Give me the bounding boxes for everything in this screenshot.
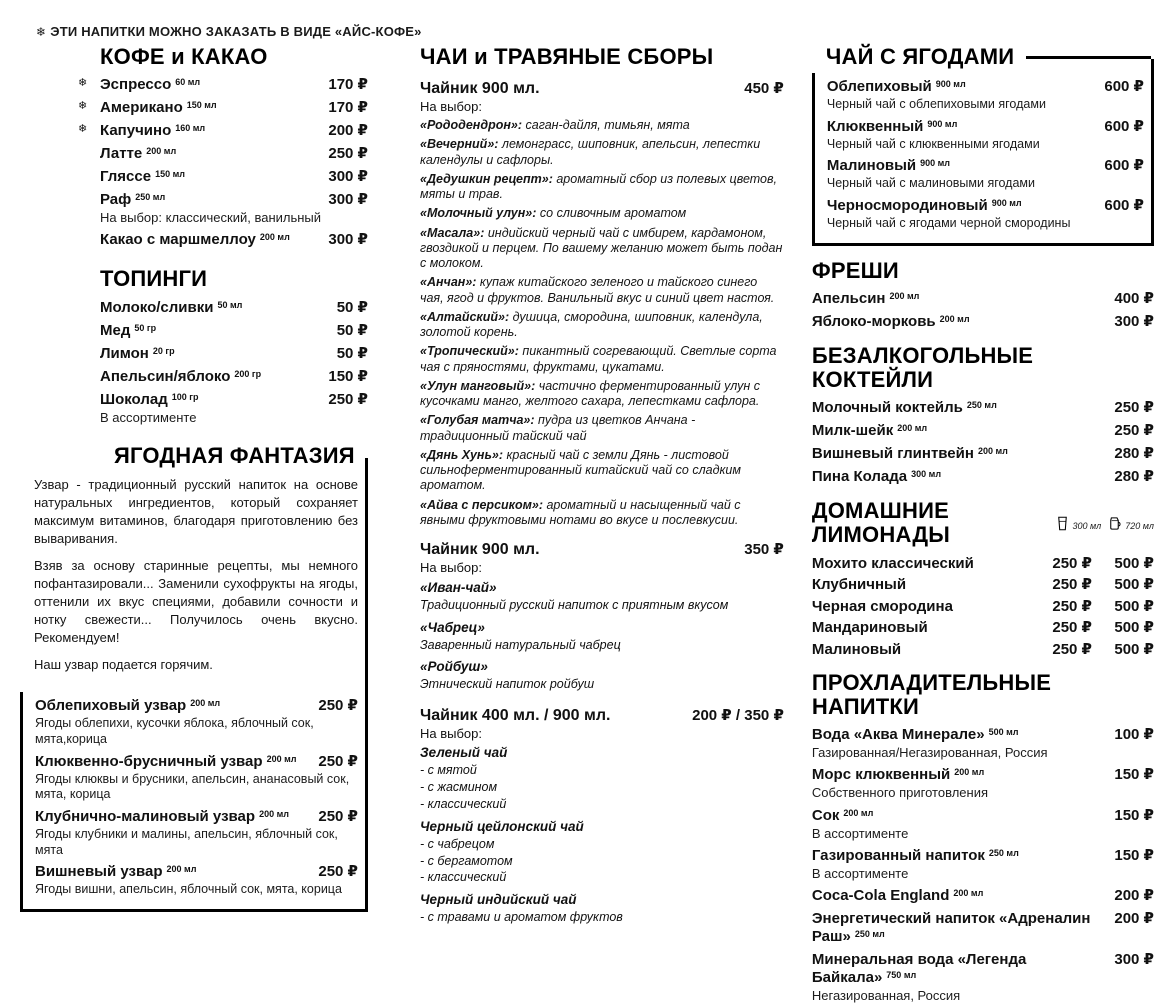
item-price-large: 500 ₽: [1114, 576, 1154, 594]
tea-group-green: [420, 745, 784, 813]
choose-label: На выбор:: [420, 560, 482, 576]
tea-option-name: «Алтайский»:: [420, 309, 510, 324]
menu-item: [812, 846, 1154, 882]
tea-kettle-1: [420, 79, 784, 528]
size-key-large: [1107, 516, 1154, 531]
item-name: Облепиховый $^{900 мл}$: [826, 78, 966, 96]
tea-group-option: - с бергамотом: [420, 853, 513, 868]
pitcher-icon: [1107, 516, 1122, 531]
tea-option: [420, 579, 784, 614]
tea-option: [420, 448, 784, 494]
item-name: Клубнично-малиновый узвар $^{200 мл}$: [35, 807, 289, 825]
column-right: [812, 45, 1154, 1008]
item-note: Ягоды клюквы и брусники, апельсин, ананасовый сок, мята, корица: [35, 771, 350, 802]
item-volume: 200 мл: [259, 808, 289, 819]
item-price: 150 ₽: [1114, 766, 1154, 784]
item-price: 250 ₽: [318, 863, 358, 881]
tea-option: [420, 344, 784, 375]
tea-option-desc: лемонграсс, шиповник, апельсин, лепестки календулы и сафлоры.: [420, 137, 761, 167]
section-title: ЯГОДНАЯ ФАНТАЗИЯ: [114, 442, 355, 468]
item-name: Апельсин/яблоко $^{200 гр}$: [100, 367, 262, 385]
description-paragraph: Наш узвар подается горячим.: [34, 656, 213, 672]
tea-option-name: «Вечерний»:: [420, 137, 499, 152]
tea-option: [420, 275, 784, 306]
tea-option-name: «Дедушкин рецепт»:: [420, 171, 553, 186]
tea-option: [420, 137, 784, 168]
item-note: Собственного приготовления: [811, 785, 988, 801]
menu-item: [812, 575, 1154, 593]
kettle-name: Чайник 400 мл. / 900 мл.: [420, 707, 611, 725]
tea-group-option: - с травами и ароматом фруктов: [420, 910, 623, 925]
tea-group-name: Черный цейлонский чай: [420, 818, 584, 834]
item-volume: 750 мл: [886, 970, 917, 980]
tea-option-name: «Ройбуш»: [420, 659, 488, 675]
item-note: Ягоды облепихи, кусочки яблока, яблочный сок, мята,корица: [35, 716, 314, 747]
tea-option-desc: со сливочным ароматом: [539, 206, 687, 221]
item-volume: 250 мл: [135, 192, 166, 203]
tea-kettle-2: [420, 540, 784, 693]
item-price: 250 ₽: [318, 752, 358, 770]
tea-option-name: «Рододендрон»:: [420, 118, 523, 133]
item-price: 600 ₽: [1104, 157, 1144, 175]
item-name: Малиновый: [811, 640, 902, 658]
item-volume: 60 мл: [175, 77, 201, 88]
item-price: 250 ₽: [328, 390, 368, 408]
menu-item: [78, 98, 368, 117]
item-volume: 200 мл: [977, 446, 1008, 457]
tea-option-desc: Этнический напиток ройбуш: [420, 677, 595, 692]
item-price-small: 250 ₽: [1052, 554, 1092, 572]
item-price-large: 500 ₽: [1114, 619, 1154, 637]
menu-item: [812, 806, 1154, 842]
item-name: Яблоко-морковь $^{200 мл}$: [811, 312, 970, 330]
item-name: Гляссе $^{150 мл}$: [100, 168, 185, 186]
item-name: Клюквенный $^{900 мл}$: [826, 117, 958, 135]
menu-item: [78, 75, 368, 94]
section-cocktails: [812, 344, 1154, 486]
iced-coffee-note-text: ЭТИ НАПИТКИ МОЖНО ЗАКАЗАТЬ В ВИДЕ «АЙС-КОФЕ»: [50, 24, 422, 39]
menu-item: [812, 765, 1154, 801]
tea-option-desc: саган-дайля, тимьян, мята: [525, 118, 690, 133]
menu-item: [812, 289, 1154, 308]
item-name: Газированный напиток $^{250 мл}$: [811, 846, 1019, 864]
tea-option: [420, 172, 784, 203]
item-name: ❄ Капучино $^{160 мл}$: [78, 122, 206, 140]
menu-item: [812, 554, 1154, 572]
tea-option-name: «Иван-чай»: [420, 580, 497, 596]
item-volume: 900 мл: [991, 198, 1022, 209]
item-volume: 20 гр: [152, 345, 175, 356]
menu-item: [100, 144, 368, 163]
item-name: Вишневый узвар $^{200 мл}$: [35, 863, 197, 881]
item-price: 150 ₽: [1114, 806, 1154, 824]
item-price-small: 250 ₽: [1052, 619, 1092, 637]
item-volume: 200 мл: [954, 767, 985, 778]
item-name: Пина Колада $^{300 мл}$: [811, 468, 942, 486]
tea-option: [420, 658, 784, 693]
item-name: Облепиховый узвар $^{200 мл}$: [35, 697, 221, 715]
menu-item: [100, 367, 368, 386]
item-price: 250 ₽: [1114, 422, 1154, 440]
tea-option-desc: индийский черный чай с имбирем, кардамоном, гвоздикой и перцем. По вашему желанию может быть подан с молоком.: [420, 225, 783, 271]
menu-item: [812, 725, 1154, 761]
item-name: Малиновый $^{900 мл}$: [826, 157, 951, 175]
berry-fantasy-description: [20, 472, 368, 692]
item-volume: 200 мл: [146, 146, 177, 157]
item-name: Вода «Аква Минерале» $^{500 мл}$: [811, 726, 1019, 743]
item-name: Какао с маршмеллоу $^{200 мл}$: [100, 231, 290, 249]
item-volume: 300 мл: [911, 469, 942, 480]
menu-item: [812, 444, 1154, 463]
item-price-small: 250 ₽: [1052, 640, 1092, 658]
item-name: Coca-Cola England $^{200 мл}$: [811, 887, 984, 904]
item-price: 50 ₽: [336, 321, 368, 339]
item-note: Черный чай с малиновыми ягодами: [826, 176, 1035, 191]
item-note: В ассортименте: [811, 825, 909, 841]
choose-label: На выбор:: [420, 99, 482, 115]
item-name: Клюквенно-брусничный узвар $^{200 мл}$: [35, 752, 297, 770]
menu-item: [100, 167, 368, 186]
iced-snowflake-icon: ❄: [78, 77, 88, 90]
item-name: Апельсин $^{200 мл}$: [811, 289, 920, 307]
item-price: 600 ₽: [1104, 197, 1144, 215]
tea-group-option: - классический: [420, 796, 507, 811]
item-price-small: 250 ₽: [1052, 597, 1092, 615]
item-name: Клубничный: [811, 576, 907, 594]
menu-item: [812, 467, 1154, 486]
menu-item: [812, 886, 1154, 905]
item-name: Латте $^{200 мл}$: [100, 145, 177, 163]
tea-option-name: «Масала»:: [420, 225, 485, 240]
tea-group-option: - с чабрецом: [420, 836, 495, 851]
item-price: 280 ₽: [1114, 468, 1154, 486]
tea-kettle-3: [420, 706, 784, 926]
item-price: 250 ₽: [318, 807, 358, 825]
section-title: ФРЕШИ: [811, 257, 899, 283]
tea-group-ceylon: [420, 819, 784, 887]
menu-item: [35, 862, 358, 898]
snowflake-icon: ❄: [36, 25, 47, 39]
tea-option-desc: купаж китайского зеленого и тайского синего чая, ягод и фруктов. Ванильный вкус и синий цвет настоя.: [420, 275, 775, 305]
item-price-small: 250 ₽: [1052, 576, 1092, 594]
menu-item: [827, 77, 1144, 113]
menu-item: [100, 344, 368, 363]
menu-item: [827, 196, 1144, 232]
menu-item: [100, 298, 368, 317]
section-berry-fantasy: [20, 444, 368, 912]
item-price: 50 ₽: [336, 344, 368, 362]
tea-option-desc: Заваренный натуральный чабрец: [420, 637, 621, 652]
section-cold-drinks: [812, 671, 1154, 1005]
item-name: ❄ Американо $^{150 мл}$: [78, 99, 217, 117]
item-price-large: 500 ₽: [1114, 597, 1154, 615]
tea-option: [420, 226, 784, 272]
tea-option-desc: ароматный сбор из полевых цветов, мяты и трав.: [420, 171, 777, 202]
item-name: Энергетический напиток «Адреналин Раш» $^{250 мл}$: [811, 910, 1091, 945]
menu-item: [812, 421, 1154, 440]
item-volume: 250 мл: [966, 400, 997, 411]
item-price: 300 ₽: [1114, 951, 1154, 968]
item-volume: 200 мл: [166, 864, 197, 875]
item-price: 170 ₽: [328, 76, 368, 94]
item-price: 200 ₽: [328, 122, 368, 140]
item-price: 250 ₽: [318, 697, 358, 715]
menu-item: [812, 312, 1154, 331]
item-name: Черносмородиновый $^{900 мл}$: [826, 197, 1022, 215]
item-name: Молоко/сливки $^{50 мл}$: [100, 298, 243, 316]
item-volume: 200 мл: [939, 313, 970, 324]
item-note: Черный чай с облепиховыми ягодами: [826, 97, 1046, 112]
item-price: 300 ₽: [328, 191, 368, 209]
item-name: Мандариновый: [811, 619, 928, 637]
item-name: Морс клюквенный $^{200 мл}$: [811, 766, 985, 784]
section-title: КОФЕ и КАКАО: [100, 44, 268, 69]
item-price: 200 ₽: [1114, 887, 1154, 904]
item-name: Минеральная вода «Легенда Байкала» $^{750 мл}$: [811, 951, 1027, 986]
item-price: 150 ₽: [1114, 846, 1154, 864]
item-volume: 900 мл: [927, 118, 958, 129]
tea-option: [420, 379, 784, 410]
menu-item: [100, 390, 368, 426]
size-label: 720 мл: [1125, 520, 1154, 531]
iced-snowflake-icon: ❄: [78, 100, 88, 113]
item-volume: 150 мл: [155, 169, 185, 180]
tea-option: [420, 413, 784, 444]
section-title: ТОПИНГИ: [100, 266, 208, 292]
item-note: На выбор: классический, ванильный: [100, 210, 322, 226]
item-price: 200 ₽: [1114, 910, 1154, 927]
item-name: Молочный коктейль $^{250 мл}$: [811, 399, 997, 417]
item-volume: 200 мл: [889, 290, 920, 301]
tea-option-name: «Анчан»:: [420, 275, 477, 290]
section-title: ЧАИ и ТРАВЯНЫЕ СБОРЫ: [420, 44, 714, 69]
item-volume: 50 гр: [134, 322, 157, 333]
item-price: 400 ₽: [1114, 289, 1154, 307]
item-note: Ягоды вишни, апельсин, яблочный сок, мята, корица: [35, 882, 342, 897]
item-price-large: 500 ₽: [1114, 554, 1154, 572]
item-volume: 200 мл: [266, 753, 297, 764]
item-volume: 200 мл: [190, 698, 221, 709]
tea-option-desc: пикантный согревающий. Светлые сорта чая с пряностями, фруктами, цукатами.: [420, 344, 777, 374]
item-name: Мед $^{50 гр}$: [100, 321, 157, 339]
tea-option-desc: ароматный и насыщенный чай с явными фруктовыми нотами во вкусе и послевкусии.: [420, 497, 741, 527]
item-price: 600 ₽: [1104, 117, 1144, 135]
description-paragraph: Взяв за основу старинные рецепты, мы немного пофантазировали... Заменили сухофрукты на ягоды, оттенили их вкус специями, добавили сочности и нотку свежести... Получилось очень вкусно. Рекомендуем!: [34, 557, 358, 645]
section-lemonades: [812, 499, 1154, 657]
section-title: ЧАЙ С ЯГОДАМИ: [825, 44, 1015, 69]
menu-item: [812, 950, 1154, 1004]
menu-item: [35, 752, 358, 803]
iced-snowflake-icon: ❄: [78, 123, 88, 136]
menu-item: [100, 230, 368, 249]
item-name: Раф $^{250 мл}$: [100, 191, 166, 209]
item-volume: 50 мл: [217, 299, 243, 310]
item-price: 300 ₽: [1114, 312, 1154, 330]
item-note: Ягоды клубники и малины, апельсин, яблочный сок, мята: [35, 826, 338, 857]
item-volume: 100 гр: [171, 391, 199, 402]
item-volume: 160 мл: [175, 123, 206, 134]
tea-option: [420, 310, 784, 341]
menu-item: [812, 909, 1154, 946]
item-volume: 200 мл: [897, 423, 928, 434]
column-middle: [408, 45, 784, 1008]
menu-item: [812, 398, 1154, 417]
section-title: ДОМАШНИЕ ЛИМОНАДЫ: [811, 498, 950, 548]
menu-item: [100, 321, 368, 340]
item-volume: 500 мл: [988, 727, 1019, 737]
item-price: 600 ₽: [1104, 78, 1144, 96]
item-note: Негазированная, Россия: [811, 988, 961, 1003]
iced-coffee-note: [36, 24, 1154, 39]
size-key-small: [1056, 516, 1101, 531]
item-note: В ассортименте: [100, 409, 197, 425]
menu-item: [827, 117, 1144, 153]
item-name: Черная смородина: [811, 597, 953, 615]
item-name: Лимон $^{20 гр}$: [100, 344, 175, 362]
tea-option-name: «Голубая матча»:: [420, 413, 535, 428]
item-volume: 250 мл: [988, 847, 1019, 858]
choose-label: На выбор:: [420, 726, 482, 742]
kettle-name: Чайник 900 мл.: [420, 541, 540, 559]
kettle-name: Чайник 900 мл.: [420, 80, 540, 98]
item-price-large: 500 ₽: [1114, 640, 1154, 658]
tea-group-option: - с жасмином: [420, 779, 498, 794]
item-price: 250 ₽: [328, 145, 368, 163]
description-paragraph: Узвар - традиционный русский напиток на основе натуральных ингредиентов, который сохраняет максимум витаминов, благодаря приготовлению без вываривания.: [34, 477, 358, 546]
tea-option-desc: частично ферментированный улун с кусочками манго, желтого сахара, лепестками сафлора.: [420, 378, 761, 409]
item-note: Черный чай с ягодами черной смородины: [826, 216, 1071, 231]
tea-option-name: «Чабрец»: [420, 619, 485, 635]
kettle-price: 200 ₽ / 350 ₽: [692, 707, 784, 725]
item-note: В ассортименте: [811, 865, 909, 881]
item-price: 300 ₽: [328, 231, 368, 249]
item-price: 50 ₽: [336, 298, 368, 316]
item-price: 150 ₽: [328, 367, 368, 385]
item-name: Сок $^{200 мл}$: [811, 806, 874, 824]
tea-option-name: «Айва с персиком»:: [420, 497, 543, 512]
item-volume: 200 мл: [843, 807, 874, 818]
tea-group-option: - с мятой: [420, 763, 477, 778]
section-berry-tea: [812, 45, 1154, 246]
tea-option-name: «Тропический»:: [420, 344, 519, 359]
section-title: БЕЗАЛКОГОЛЬНЫЕ КОКТЕЙЛИ: [811, 342, 1034, 393]
menu-item: [812, 640, 1154, 658]
tea-option-desc: красный чай с земли Дянь - листовой сильноферментированный китайский чай со сладким ароматом.: [420, 447, 741, 493]
box-rule: [1026, 56, 1151, 59]
item-volume: 900 мл: [935, 79, 966, 90]
item-note: Газированная/Негазированная, Россия: [811, 745, 1048, 760]
menu-item: [100, 190, 368, 226]
tea-option: [420, 206, 784, 221]
size-label: 300 мл: [1072, 520, 1102, 531]
section-fresh: [812, 259, 1154, 331]
section-teas: [420, 45, 784, 926]
item-name: Вишневый глинтвейн $^{200 мл}$: [811, 445, 1008, 463]
menu-item: [35, 807, 358, 858]
tea-option-name: «Улун манговый»:: [420, 378, 536, 393]
item-price: 170 ₽: [328, 99, 368, 117]
item-name: Мохито классический: [811, 554, 974, 572]
item-note: Черный чай с клюквенными ягодами: [826, 136, 1040, 151]
tea-option-desc: Традиционный русский напиток с приятным вкусом: [420, 598, 729, 613]
kettle-price: 350 ₽: [744, 541, 784, 559]
item-volume: 200 мл: [259, 232, 290, 243]
item-volume: 900 мл: [920, 158, 951, 169]
tea-option-desc: душица, смородина, шиповник, календула, золотой корень.: [420, 309, 763, 340]
tea-group-indian: [420, 892, 784, 926]
item-volume: 200 мл: [953, 888, 984, 898]
menu-item: [812, 618, 1154, 636]
tea-option-name: «Дянь Хунь»:: [420, 447, 503, 462]
item-name: Шоколад $^{100 гр}$: [100, 390, 199, 408]
tea-option-name: «Молочный улун»:: [420, 206, 537, 221]
item-price: 100 ₽: [1114, 726, 1154, 743]
tea-option: [420, 498, 784, 529]
menu-item: [827, 156, 1144, 192]
section-coffee: [20, 45, 368, 249]
item-volume: 150 мл: [186, 100, 217, 111]
item-price: 300 ₽: [328, 168, 368, 186]
glass-icon: [1056, 516, 1069, 531]
item-volume: 200 гр: [234, 368, 262, 379]
item-volume: 250 мл: [854, 929, 885, 939]
kettle-price: 450 ₽: [744, 80, 784, 98]
section-title: ПРОХЛАДИТЕЛЬНЫЕ НАПИТКИ: [811, 669, 1052, 719]
menu-item: [35, 696, 358, 747]
section-toppings: [20, 267, 368, 425]
item-price: 250 ₽: [1114, 399, 1154, 417]
item-price: 280 ₽: [1114, 445, 1154, 463]
tea-option: [420, 118, 784, 133]
column-left: [20, 45, 368, 1008]
tea-group-name: Зеленый чай: [420, 745, 508, 761]
tea-group-option: - классический: [420, 870, 507, 885]
menu-item: [812, 597, 1154, 615]
item-name: ❄ Эспрессо $^{60 мл}$: [78, 76, 201, 94]
tea-group-name: Черный индийский чай: [420, 892, 577, 908]
tea-option-desc: пудра из цветков Анчана - традиционный тайский чай: [420, 413, 696, 443]
tea-option: [420, 619, 784, 654]
item-name: Милк-шейк $^{200 мл}$: [811, 422, 928, 440]
menu-item: [78, 121, 368, 140]
